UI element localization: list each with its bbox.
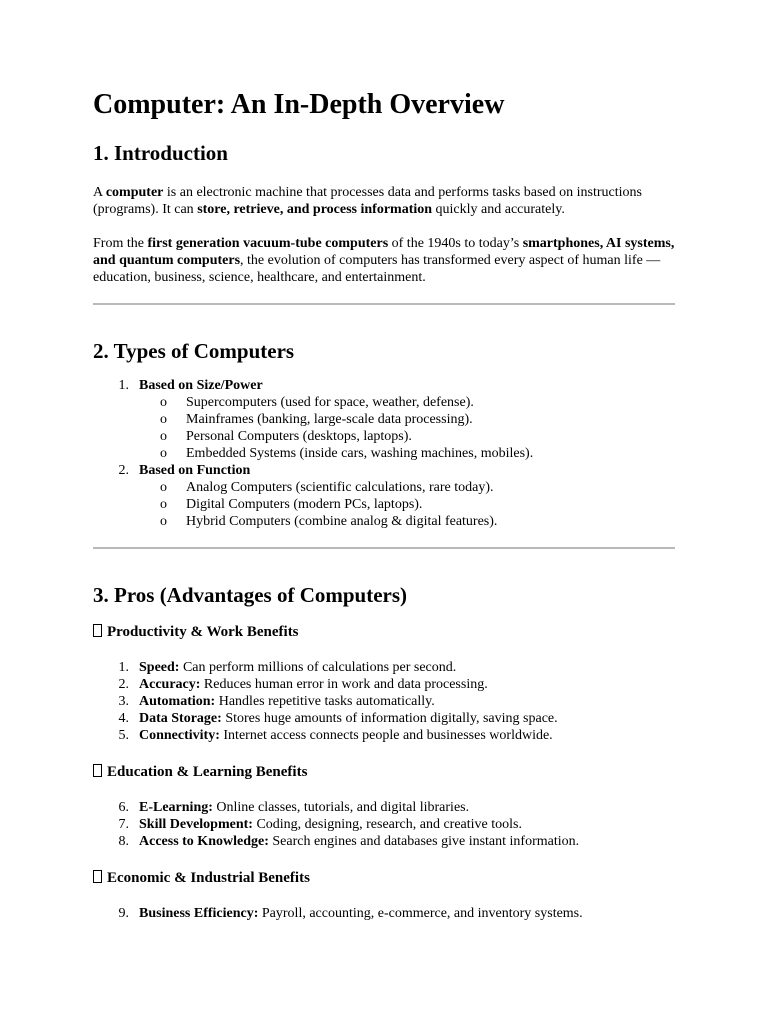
text-run: of the 1940s to today’s xyxy=(388,236,523,251)
sub-list-item-text: Embedded Systems (inside cars, washing machines, mobiles). xyxy=(186,446,534,461)
list-number: 1. xyxy=(118,660,129,675)
sub-list-item xyxy=(139,394,675,411)
sub-list-item xyxy=(139,513,675,530)
list-item xyxy=(93,462,675,530)
list-item xyxy=(93,833,675,850)
bullet-glyph: o xyxy=(160,395,167,410)
list-item-text: Search engines and databases give instant information. xyxy=(268,834,580,849)
missing-emoji-icon xyxy=(93,764,102,777)
subsection-heading-education xyxy=(93,762,675,782)
pros-economic-list xyxy=(93,905,675,922)
section-heading-introduction: 1. Introduction xyxy=(93,141,228,165)
sub-list-item-text: Digital Computers (modern PCs, laptops). xyxy=(186,497,423,512)
list-item xyxy=(93,905,675,922)
subsection-title: Productivity & Work Benefits xyxy=(107,624,299,640)
sub-list-item-text: Supercomputers (used for space, weather, defense). xyxy=(186,395,474,410)
bold-run: first generation vacuum-tube computers xyxy=(147,236,389,251)
list-item-text: Reduces human error in work and data processing. xyxy=(200,677,488,692)
list-item-text: Online classes, tutorials, and digital libraries. xyxy=(212,800,470,815)
list-item xyxy=(93,676,675,693)
missing-emoji-icon xyxy=(93,870,102,883)
missing-emoji-icon xyxy=(93,624,102,637)
bullet-glyph: o xyxy=(160,497,167,512)
sub-list xyxy=(139,479,675,530)
list-item xyxy=(93,710,675,727)
list-item-text: Payroll, accounting, e-commerce, and inventory systems. xyxy=(258,906,583,921)
list-item xyxy=(93,727,675,744)
list-item-label: Speed: xyxy=(139,660,180,675)
pros-productivity-list xyxy=(93,659,675,744)
list-item-label: Data Storage: xyxy=(139,711,222,726)
subsection-heading-productivity xyxy=(93,622,675,642)
bold-run: store, retrieve, and process information xyxy=(197,202,433,217)
text-run: is an electronic machine that processes data and performs tasks based on instructions (programs). It can xyxy=(93,185,642,217)
bullet-glyph: o xyxy=(160,412,167,427)
list-item-label: Based on Function xyxy=(139,463,251,478)
list-item xyxy=(93,377,675,462)
sub-list-item xyxy=(139,496,675,513)
sub-list-item xyxy=(139,445,675,462)
sub-list-item xyxy=(139,428,675,445)
text-run: A xyxy=(93,185,106,200)
list-item-text: Handles repetitive tasks automatically. xyxy=(215,694,435,709)
list-item-label: E-Learning: xyxy=(139,800,213,815)
list-number: 7. xyxy=(118,817,129,832)
list-item xyxy=(93,693,675,710)
sub-list-item-text: Analog Computers (scientific calculations, rare today). xyxy=(186,480,494,495)
sub-list-item-text: Hybrid Computers (combine analog & digital features). xyxy=(186,514,498,529)
list-number: 9. xyxy=(118,906,129,921)
list-number: 8. xyxy=(118,834,129,849)
bullet-glyph: o xyxy=(160,514,167,529)
pros-education-list xyxy=(93,799,675,850)
list-item xyxy=(93,816,675,833)
list-item xyxy=(93,799,675,816)
sub-list xyxy=(139,394,675,462)
subsection-heading-economic xyxy=(93,868,675,888)
list-item-text: Coding, designing, research, and creative tools. xyxy=(252,817,522,832)
list-item-label: Business Efficiency: xyxy=(139,906,259,921)
bold-run: computer xyxy=(105,185,164,200)
text-run: , the evolution of computers has transformed every aspect of human life — education, business, science, healthcare, and entertainment. xyxy=(93,253,661,285)
list-number: 2. xyxy=(118,677,129,692)
list-number: 3. xyxy=(118,694,129,709)
list-number: 5. xyxy=(118,728,129,743)
list-number: 6. xyxy=(118,800,129,815)
section-divider xyxy=(93,547,675,549)
list-item-label: Skill Development: xyxy=(139,817,253,832)
bullet-glyph: o xyxy=(160,480,167,495)
list-item-label: Accuracy: xyxy=(139,677,201,692)
sub-list-item-text: Personal Computers (desktops, laptops). xyxy=(186,429,412,444)
bullet-glyph: o xyxy=(160,429,167,444)
list-number: 4. xyxy=(118,711,129,726)
sub-list-item xyxy=(139,411,675,428)
text-run: quickly and accurately. xyxy=(432,202,565,217)
document-title: Computer: An In-Depth Overview xyxy=(93,89,505,120)
document-page xyxy=(93,84,675,922)
bullet-glyph: o xyxy=(160,446,167,461)
section-heading-pros: 3. Pros (Advantages of Computers) xyxy=(93,583,408,607)
intro-paragraph-2 xyxy=(93,235,675,286)
list-item-text: Internet access connects people and businesses worldwide. xyxy=(219,728,553,743)
list-number: 2. xyxy=(118,463,129,478)
list-item-text: Stores huge amounts of information digitally, saving space. xyxy=(221,711,558,726)
list-item-label: Based on Size/Power xyxy=(139,378,263,393)
bold-run: smartphones, AI systems, and quantum computers xyxy=(93,236,675,268)
subsection-title: Education & Learning Benefits xyxy=(107,764,308,780)
intro-paragraph-1 xyxy=(93,184,675,218)
section-divider xyxy=(93,303,675,305)
subsection-title: Economic & Industrial Benefits xyxy=(107,870,310,886)
text-run: From the xyxy=(93,236,148,251)
section-heading-types: 2. Types of Computers xyxy=(93,339,295,363)
list-number: 1. xyxy=(118,378,129,393)
sub-list-item xyxy=(139,479,675,496)
list-item-label: Connectivity: xyxy=(139,728,220,743)
list-item xyxy=(93,659,675,676)
sub-list-item-text: Mainframes (banking, large-scale data processing). xyxy=(186,412,473,427)
list-item-label: Automation: xyxy=(139,694,216,709)
list-item-label: Access to Knowledge: xyxy=(139,834,269,849)
list-item-text: Can perform millions of calculations per second. xyxy=(179,660,457,675)
types-list xyxy=(93,377,675,530)
